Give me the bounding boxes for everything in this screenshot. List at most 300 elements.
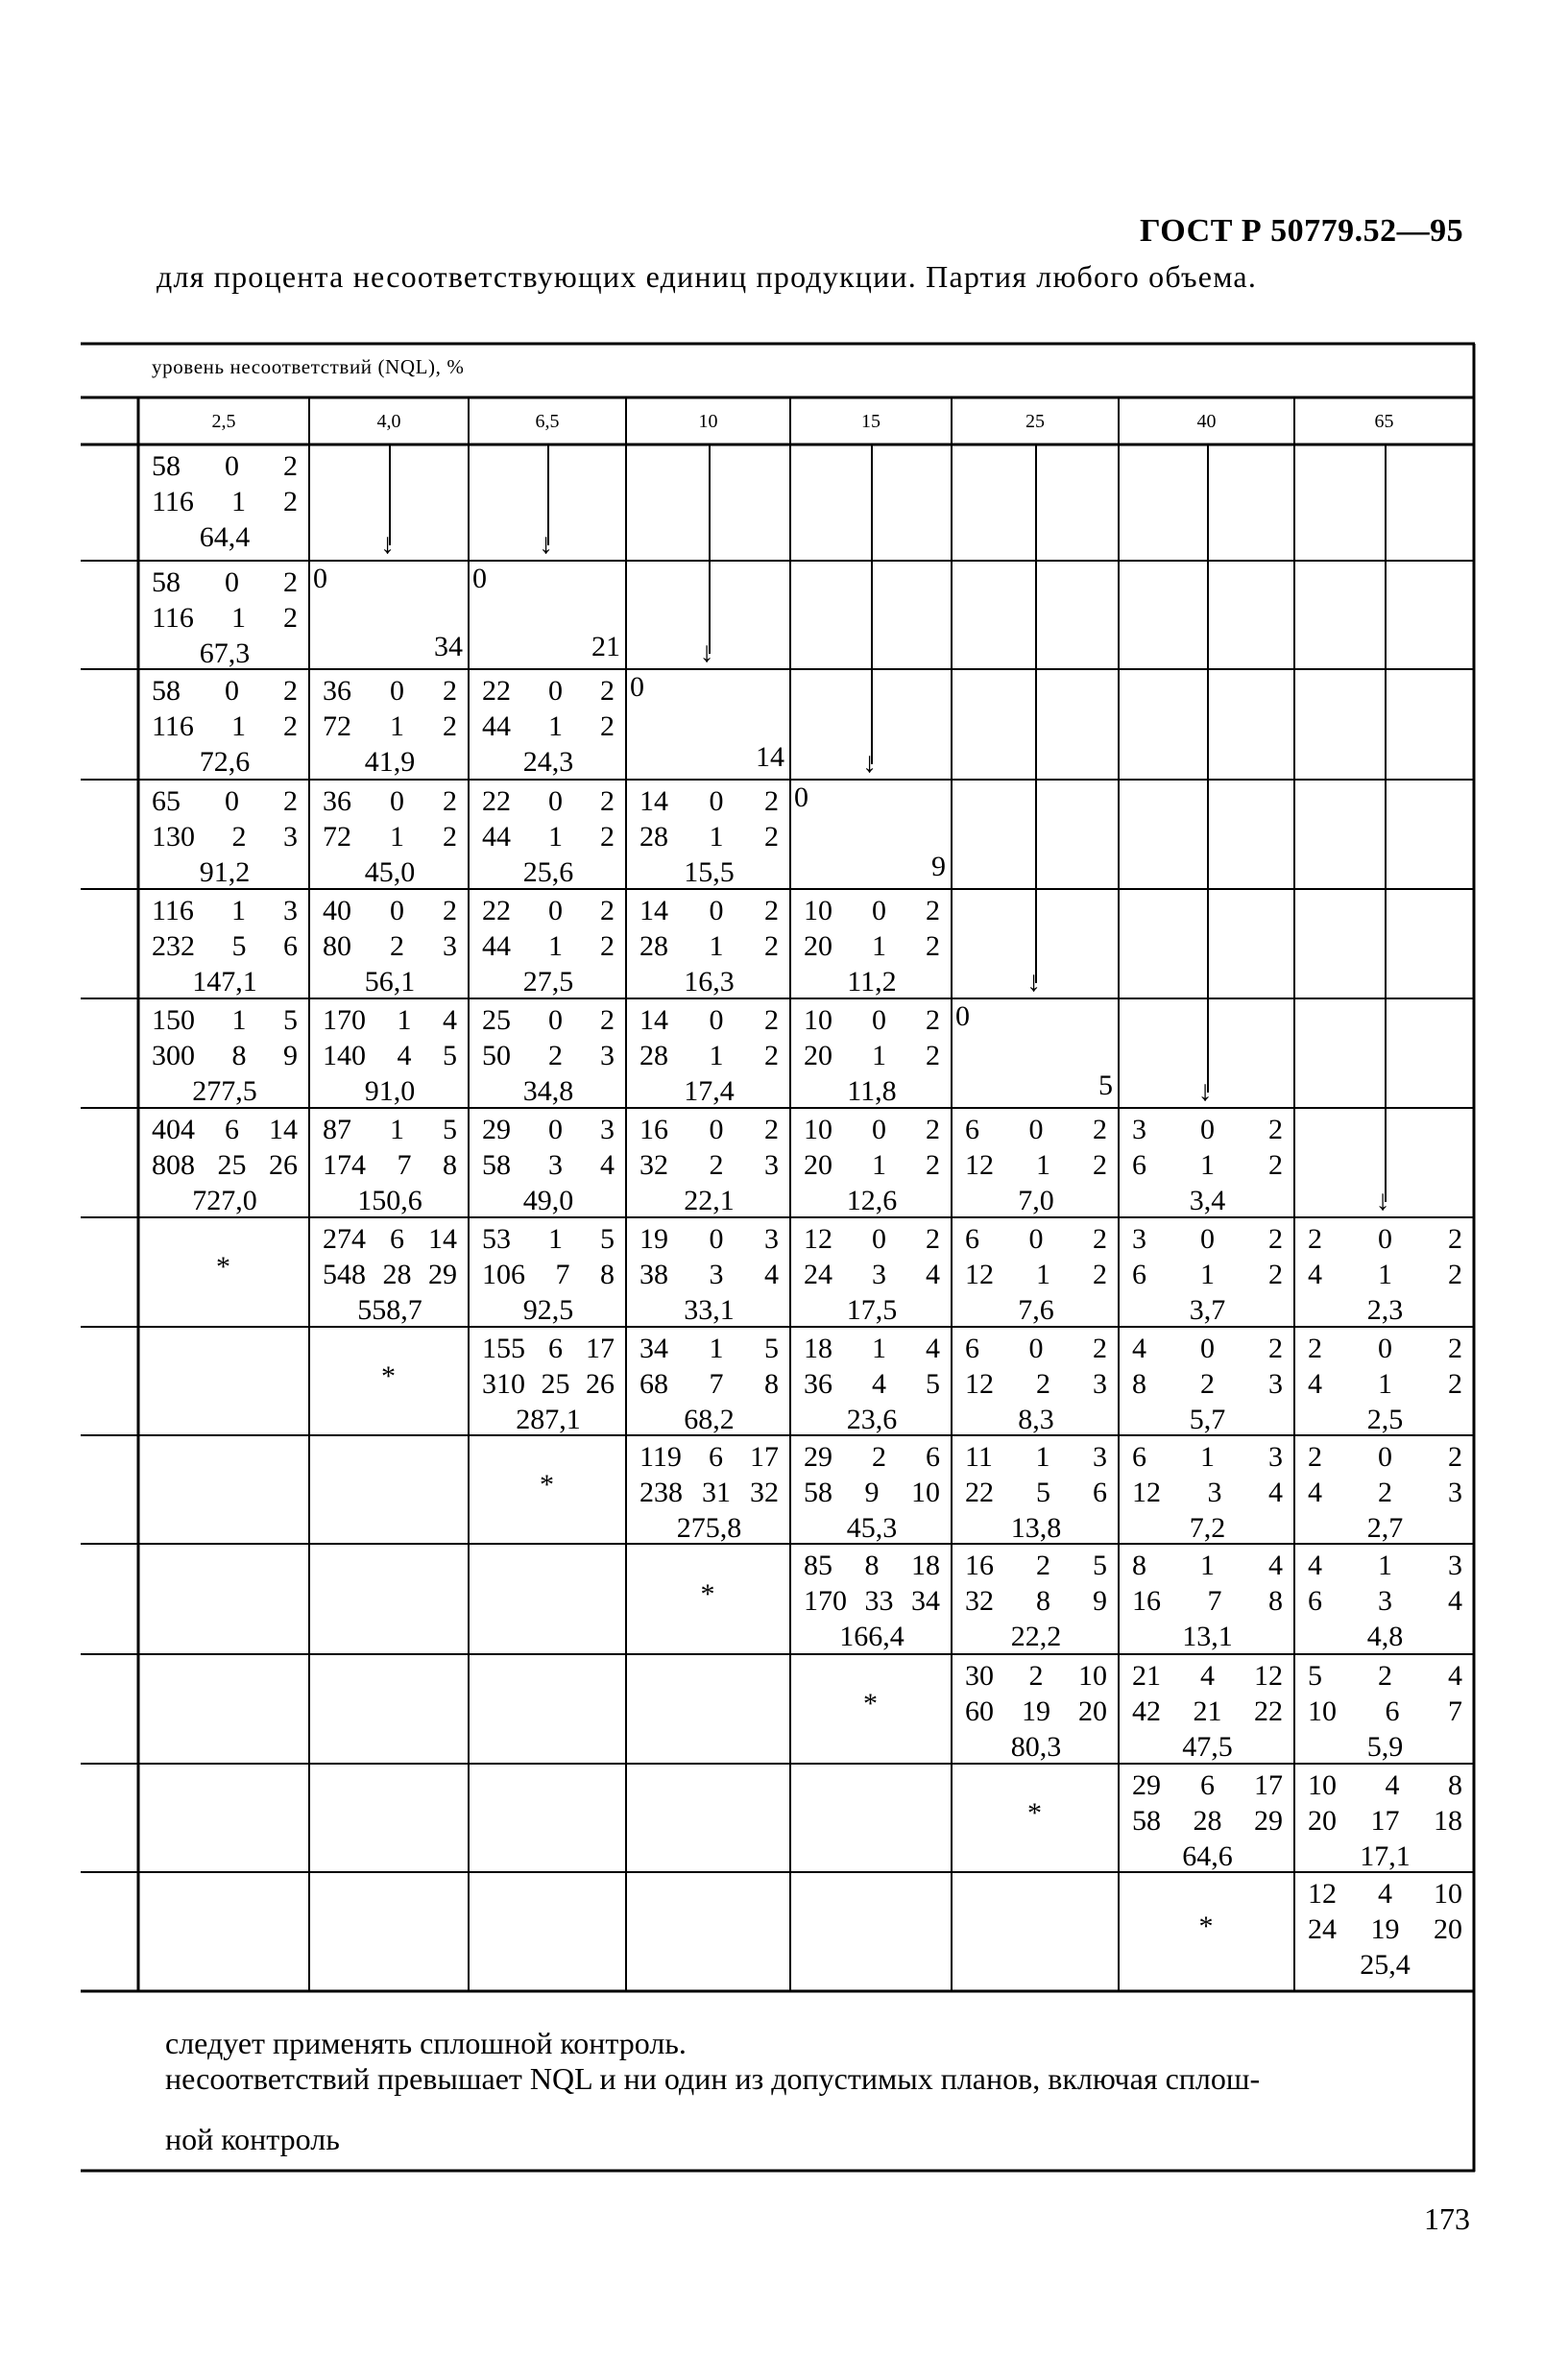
- plan-value: 2: [709, 1149, 724, 1181]
- plan-value: 2: [926, 1223, 940, 1255]
- plan-summary-value: 23,6: [846, 1404, 898, 1435]
- plan-value: 2: [282, 486, 298, 517]
- plan-value: 38: [639, 1259, 668, 1290]
- plan-value: 2: [1448, 1333, 1462, 1364]
- plan-summary-value: 17,1: [1360, 1840, 1411, 1872]
- plan-value: 8: [864, 1550, 880, 1581]
- plan-value: 36: [323, 675, 351, 707]
- plan-value: 3: [1378, 1585, 1392, 1617]
- plan-value: 6: [225, 1114, 239, 1145]
- plan-value: 10: [1308, 1695, 1337, 1727]
- plan-summary-value: 558,7: [357, 1294, 422, 1326]
- sampling-plan-cell: [804, 1221, 940, 1328]
- plan-summary-value: 47,5: [1182, 1731, 1233, 1763]
- continuation-line: [1035, 669, 1037, 780]
- plan-value: 2: [764, 1040, 779, 1071]
- plan-summary-value: 13,8: [1010, 1512, 1062, 1544]
- plan-value: 4: [1268, 1477, 1283, 1508]
- plan-value: 21: [1193, 1695, 1222, 1727]
- plan-value: 22: [965, 1477, 994, 1508]
- plan-value: 1: [1200, 1441, 1215, 1473]
- zero-acceptance: 0: [472, 563, 487, 594]
- plan-value: 6: [965, 1114, 979, 1145]
- plan-value: 5: [231, 930, 247, 962]
- plan-value: 20: [804, 1149, 832, 1181]
- plan-value: 9: [283, 1040, 298, 1071]
- plan-value: 7: [397, 1149, 412, 1181]
- sampling-plan-cell: [639, 783, 779, 890]
- sampling-plan-cell: [1132, 1658, 1283, 1765]
- sampling-plan-cell: [804, 1331, 940, 1437]
- plan-value: 3: [548, 1149, 563, 1181]
- star-marker: *: [216, 1251, 230, 1283]
- plan-value: 174: [323, 1149, 366, 1181]
- plan-value: 2: [1036, 1550, 1050, 1581]
- continuation-line: [1385, 669, 1387, 780]
- plan-value: 1: [1378, 1368, 1392, 1400]
- plan-value: 1: [709, 821, 724, 853]
- plan-value: 58: [1132, 1805, 1161, 1837]
- star-marker: *: [540, 1468, 554, 1501]
- plan-value: 24: [804, 1259, 832, 1290]
- plan-summary-value: 8,3: [1018, 1404, 1054, 1435]
- plan-value: 5: [1093, 1550, 1107, 1581]
- plan-value: 58: [482, 1149, 511, 1181]
- plan-value: 14: [639, 895, 668, 926]
- plan-value: 1: [548, 821, 563, 853]
- plan-value: 2: [764, 1114, 779, 1145]
- plan-value: 8: [1132, 1550, 1146, 1581]
- plan-summary-value: 25,6: [522, 856, 574, 888]
- plan-value: 18: [1434, 1805, 1462, 1837]
- plan-value: 6: [1093, 1477, 1107, 1508]
- plan-value: 1: [548, 930, 563, 962]
- sampling-plan-cell: [482, 1221, 615, 1328]
- plan-value: 32: [965, 1585, 994, 1617]
- plan-value: 3: [1093, 1368, 1107, 1400]
- sampling-plan-cell: [639, 893, 779, 999]
- plan-value: 2: [600, 895, 615, 926]
- plan-summary-value: 3,7: [1189, 1294, 1226, 1326]
- plan-value: 2: [600, 785, 615, 817]
- plan-value: 2: [600, 821, 615, 853]
- plan-value: 6: [390, 1223, 404, 1255]
- plan-value: 2: [1268, 1333, 1283, 1364]
- plan-value: 8: [1268, 1585, 1283, 1617]
- plan-value: 68: [639, 1368, 668, 1400]
- continuation-line: [1207, 669, 1209, 780]
- plan-value: 25: [482, 1004, 511, 1036]
- plan-value: 2: [1036, 1368, 1050, 1400]
- sampling-plan-cell: [965, 1331, 1107, 1437]
- plan-value: 53: [482, 1223, 511, 1255]
- plan-value: 0: [1028, 1333, 1044, 1364]
- plan-value: 0: [1028, 1114, 1044, 1145]
- full-inspection-size: 34: [434, 631, 463, 662]
- continuation-line: [1035, 780, 1037, 889]
- plan-value: 300: [152, 1040, 195, 1071]
- plan-value: 3: [1132, 1114, 1146, 1145]
- plan-value: 0: [872, 895, 886, 926]
- plan-value: 2: [1200, 1368, 1215, 1400]
- plan-value: 24: [1308, 1913, 1337, 1945]
- plan-value: 2: [443, 895, 457, 926]
- plan-value: 310: [482, 1368, 525, 1400]
- plan-summary-value: 25,4: [1360, 1949, 1411, 1981]
- zero-acceptance: 0: [955, 1000, 970, 1032]
- plan-value: 4: [1132, 1333, 1146, 1364]
- plan-value: 58: [152, 450, 181, 482]
- plan-value: 12: [804, 1223, 832, 1255]
- plan-value: 170: [323, 1004, 366, 1036]
- sampling-plan-cell: [639, 1112, 779, 1218]
- plan-value: 20: [804, 1040, 832, 1071]
- plan-value: 5: [764, 1333, 779, 1364]
- plan-value: 17: [586, 1333, 615, 1364]
- page-number: 173: [1424, 2201, 1470, 2236]
- plan-value: 3: [1092, 1441, 1107, 1473]
- plan-value: 4: [1308, 1368, 1322, 1400]
- plan-value: 28: [639, 930, 668, 962]
- plan-value: 0: [225, 785, 239, 817]
- plan-value: 4: [926, 1333, 940, 1364]
- plan-value: 2: [764, 1004, 779, 1036]
- sampling-plan-cell: [965, 1548, 1107, 1654]
- plan-value: 14: [269, 1114, 298, 1145]
- plan-value: 2: [1448, 1223, 1462, 1255]
- continuation-line: [1385, 889, 1387, 998]
- plan-value: 28: [639, 821, 668, 853]
- sampling-plan-cell: [323, 1221, 457, 1328]
- plan-value: 22: [1254, 1695, 1283, 1727]
- sampling-plan-cell: [482, 783, 615, 890]
- sampling-plan-cell: [1308, 1439, 1462, 1546]
- plan-value: 1: [1036, 1259, 1050, 1290]
- plan-summary-value: 45,3: [846, 1512, 898, 1544]
- plan-value: 28: [1193, 1805, 1222, 1837]
- zero-acceptance: 0: [794, 781, 808, 813]
- sampling-plan-cell: [965, 1439, 1107, 1546]
- plan-value: 1: [548, 1223, 563, 1255]
- column-header: 6,5: [535, 411, 560, 432]
- sampling-plan-cell: [1132, 1767, 1283, 1874]
- plan-summary-value: 150,6: [357, 1185, 422, 1216]
- star-marker: *: [1027, 1796, 1042, 1829]
- continuation-line: [1035, 561, 1037, 669]
- sampling-plan-cell: [482, 1331, 615, 1437]
- plan-value: 34: [911, 1585, 940, 1617]
- sampling-plan-cell: [1132, 1331, 1283, 1437]
- plan-value: 20: [1434, 1913, 1462, 1945]
- plan-value: 44: [482, 821, 511, 853]
- down-arrow-icon: ↓: [380, 528, 395, 560]
- plan-summary-value: 166,4: [839, 1621, 905, 1652]
- plan-value: 42: [1132, 1695, 1161, 1727]
- plan-summary-value: 49,0: [522, 1185, 574, 1216]
- column-header: 15: [861, 411, 880, 432]
- plan-value: 5: [600, 1223, 615, 1255]
- down-arrow-icon: ↓: [1375, 1185, 1390, 1216]
- plan-value: 4: [1200, 1660, 1215, 1692]
- plan-value: 10: [1078, 1660, 1107, 1692]
- plan-summary-value: 277,5: [192, 1075, 257, 1107]
- plan-value: 0: [872, 1114, 886, 1145]
- plan-value: 3: [1268, 1368, 1283, 1400]
- plan-value: 20: [1308, 1805, 1337, 1837]
- plan-value: 32: [750, 1477, 779, 1508]
- plan-value: 0: [1378, 1333, 1392, 1364]
- plan-value: 3: [764, 1223, 779, 1255]
- plan-value: 548: [323, 1259, 366, 1290]
- plan-value: 0: [548, 1004, 563, 1036]
- plan-value: 3: [1448, 1477, 1462, 1508]
- plan-value: 2: [283, 450, 298, 482]
- plan-value: 6: [1132, 1149, 1146, 1181]
- column-header: 2,5: [211, 411, 236, 432]
- plan-value: 72: [323, 821, 351, 853]
- sampling-plan-cell: [1308, 1876, 1462, 1983]
- plan-value: 12: [1308, 1878, 1337, 1910]
- plan-value: 0: [548, 895, 563, 926]
- plan-value: 19: [639, 1223, 668, 1255]
- plan-value: 7: [1448, 1695, 1462, 1727]
- plan-value: 29: [482, 1114, 511, 1145]
- plan-value: 1: [1036, 1149, 1050, 1181]
- plan-value: 130: [152, 821, 195, 853]
- down-arrow-icon: ↓: [539, 528, 553, 560]
- sampling-plan-cell: [482, 1002, 615, 1109]
- plan-summary-value: 13,1: [1182, 1621, 1233, 1652]
- plan-value: 116: [152, 602, 194, 634]
- plan-summary-value: 15,5: [684, 856, 735, 888]
- footnote-line-1: следует применять сплошной контроль.: [165, 2026, 687, 2060]
- plan-value: 1: [231, 1004, 247, 1036]
- plan-summary-value: 72,6: [199, 746, 251, 778]
- plan-value: 29: [804, 1441, 832, 1473]
- plan-value: 14: [639, 1004, 668, 1036]
- plan-value: 2: [1093, 1223, 1107, 1255]
- plan-value: 2: [1093, 1259, 1107, 1290]
- plan-value: 2: [283, 675, 298, 707]
- plan-value: 119: [639, 1441, 682, 1473]
- plan-value: 0: [225, 675, 239, 707]
- plan-value: 2: [283, 785, 298, 817]
- star-marker: *: [381, 1359, 396, 1392]
- sampling-plan-cell: [804, 893, 940, 999]
- continuation-line: [871, 561, 873, 669]
- plan-value: 404: [152, 1114, 195, 1145]
- zero-acceptance: 0: [313, 563, 327, 594]
- plan-value: 106: [482, 1259, 525, 1290]
- plan-value: 12: [1132, 1477, 1161, 1508]
- plan-value: 7: [555, 1259, 570, 1290]
- star-marker: *: [863, 1688, 878, 1719]
- continuation-line: [1385, 445, 1387, 561]
- plan-summary-value: 56,1: [364, 966, 416, 998]
- plan-value: 29: [1254, 1805, 1283, 1837]
- plan-value: 0: [1378, 1223, 1392, 1255]
- plan-value: 4: [1448, 1585, 1462, 1617]
- plan-summary-value: 27,5: [522, 966, 574, 998]
- full-inspection-size: 5: [1098, 1070, 1113, 1101]
- plan-value: 2: [1093, 1114, 1107, 1145]
- plan-summary-value: 2,7: [1366, 1512, 1404, 1544]
- plan-value: 12: [965, 1149, 994, 1181]
- sampling-plan-cell: [323, 783, 457, 890]
- plan-value: 5: [443, 1114, 457, 1145]
- plan-value: 2: [443, 675, 457, 707]
- plan-value: 2: [764, 821, 779, 853]
- sampling-plan-cell: [482, 1112, 615, 1218]
- plan-value: 4: [1308, 1477, 1322, 1508]
- continuation-line: [1207, 780, 1209, 889]
- plan-value: 29: [428, 1259, 457, 1290]
- plan-summary-value: 2,5: [1366, 1404, 1404, 1435]
- plan-summary-value: 287,1: [516, 1404, 581, 1435]
- plan-summary-value: 11,2: [847, 966, 897, 998]
- sampling-plan-cell: [323, 893, 457, 999]
- plan-value: 6: [1200, 1769, 1215, 1801]
- full-inspection-size: 14: [756, 741, 784, 773]
- plan-value: 0: [709, 1114, 724, 1145]
- plan-value: 3: [1448, 1550, 1462, 1581]
- plan-value: 36: [323, 785, 351, 817]
- plan-value: 6: [1308, 1585, 1322, 1617]
- continuation-line: [1385, 561, 1387, 669]
- plan-value: 6: [708, 1441, 723, 1473]
- plan-value: 3: [764, 1149, 779, 1181]
- table-caption-line: для процента несоответствующих единиц продукции. Партия любого объема.: [157, 259, 1258, 294]
- plan-value: 4: [1308, 1259, 1322, 1290]
- plan-value: 6: [1385, 1695, 1400, 1727]
- plan-value: 2: [390, 930, 404, 962]
- plan-summary-value: 80,3: [1010, 1731, 1062, 1763]
- plan-value: 60: [965, 1695, 994, 1727]
- plan-value: 2: [926, 1004, 940, 1036]
- sampling-plan-cell: [1308, 1221, 1462, 1328]
- plan-value: 5: [283, 1004, 298, 1036]
- plan-value: 19: [1022, 1695, 1050, 1727]
- plan-value: 2: [600, 675, 615, 707]
- plan-value: 25: [217, 1149, 247, 1181]
- plan-value: 0: [709, 1223, 724, 1255]
- sampling-plan-cell: [323, 673, 457, 780]
- plan-value: 10: [1308, 1769, 1337, 1801]
- plan-value: 17: [749, 1441, 779, 1473]
- plan-value: 31: [702, 1477, 731, 1508]
- plan-value: 6: [548, 1333, 563, 1364]
- sampling-plan-cell: [152, 783, 298, 890]
- plan-value: 28: [639, 1040, 668, 1071]
- plan-value: 65: [152, 785, 181, 817]
- plan-value: 232: [152, 930, 195, 962]
- plan-value: 58: [152, 566, 181, 598]
- plan-value: 1: [872, 930, 886, 962]
- plan-value: 140: [323, 1040, 366, 1071]
- plan-value: 0: [390, 785, 404, 817]
- full-inspection-size: 9: [931, 851, 946, 882]
- plan-value: 1: [230, 602, 246, 634]
- sampling-plan-cell: [152, 448, 298, 555]
- plan-value: 1: [709, 930, 724, 962]
- plan-value: 10: [804, 895, 832, 926]
- plan-value: 808: [152, 1149, 195, 1181]
- plan-value: 2: [926, 1114, 940, 1145]
- plan-value: 6: [1132, 1441, 1146, 1473]
- plan-value: 2: [443, 710, 457, 742]
- plan-value: 1: [390, 1114, 404, 1145]
- plan-summary-value: 275,8: [676, 1512, 742, 1544]
- sampling-plan-cell: [804, 1439, 940, 1546]
- down-arrow-icon: ↓: [1197, 1075, 1213, 1107]
- plan-value: 2: [764, 895, 779, 926]
- plan-summary-value: 727,0: [192, 1185, 257, 1216]
- plan-value: 1: [390, 821, 404, 853]
- plan-value: 1: [1200, 1149, 1215, 1181]
- plan-value: 85: [804, 1550, 832, 1581]
- plan-value: 14: [428, 1223, 457, 1255]
- plan-value: 4: [1448, 1660, 1462, 1692]
- document-code: ГОСТ Р 50779.52—95: [1140, 213, 1464, 249]
- plan-value: 3: [1132, 1223, 1146, 1255]
- column-header: 65: [1374, 411, 1394, 432]
- plan-value: 116: [152, 486, 194, 517]
- plan-value: 72: [323, 710, 351, 742]
- plan-value: 4: [872, 1368, 886, 1400]
- plan-value: 2: [764, 785, 779, 817]
- plan-value: 0: [1200, 1333, 1215, 1364]
- plan-value: 11: [965, 1441, 993, 1473]
- plan-value: 0: [390, 895, 404, 926]
- column-header: 40: [1196, 411, 1217, 432]
- plan-value: 2: [600, 710, 615, 742]
- sampling-plan-cell: [639, 1002, 779, 1109]
- plan-value: 0: [872, 1004, 886, 1036]
- plan-value: 2: [926, 1149, 940, 1181]
- plan-value: 1: [230, 486, 246, 517]
- plan-value: 2: [443, 785, 457, 817]
- plan-value: 2: [764, 930, 779, 962]
- plan-value: 9: [864, 1477, 880, 1508]
- sampling-plan-cell: [965, 1112, 1107, 1218]
- plan-value: 8: [764, 1368, 779, 1400]
- plan-value: 3: [1268, 1441, 1283, 1473]
- plan-value: 2: [872, 1441, 886, 1473]
- plan-summary-value: 16,3: [684, 966, 735, 998]
- continuation-line: [1207, 889, 1209, 998]
- plan-value: 16: [1132, 1585, 1161, 1617]
- plan-value: 6: [965, 1223, 979, 1255]
- plan-value: 238: [639, 1477, 683, 1508]
- plan-value: 0: [709, 785, 724, 817]
- plan-summary-value: 7,0: [1018, 1185, 1054, 1216]
- continuation-line: [1035, 445, 1037, 561]
- plan-summary-value: 7,6: [1018, 1294, 1054, 1326]
- sampling-plan-cell: [152, 1112, 298, 1218]
- plan-summary-value: 22,1: [684, 1185, 735, 1216]
- plan-value: 2: [1093, 1149, 1107, 1181]
- plan-value: 10: [1434, 1878, 1462, 1910]
- down-arrow-icon: ↓: [862, 747, 877, 779]
- plan-value: 3: [600, 1114, 615, 1145]
- plan-summary-value: 11,8: [847, 1075, 897, 1107]
- plan-summary-value: 41,9: [364, 746, 416, 778]
- plan-value: 2: [1028, 1660, 1044, 1692]
- plan-summary-value: 5,9: [1366, 1731, 1404, 1763]
- sampling-plan-cell: [152, 673, 298, 780]
- plan-value: 17: [1370, 1805, 1400, 1837]
- plan-value: 18: [804, 1333, 832, 1364]
